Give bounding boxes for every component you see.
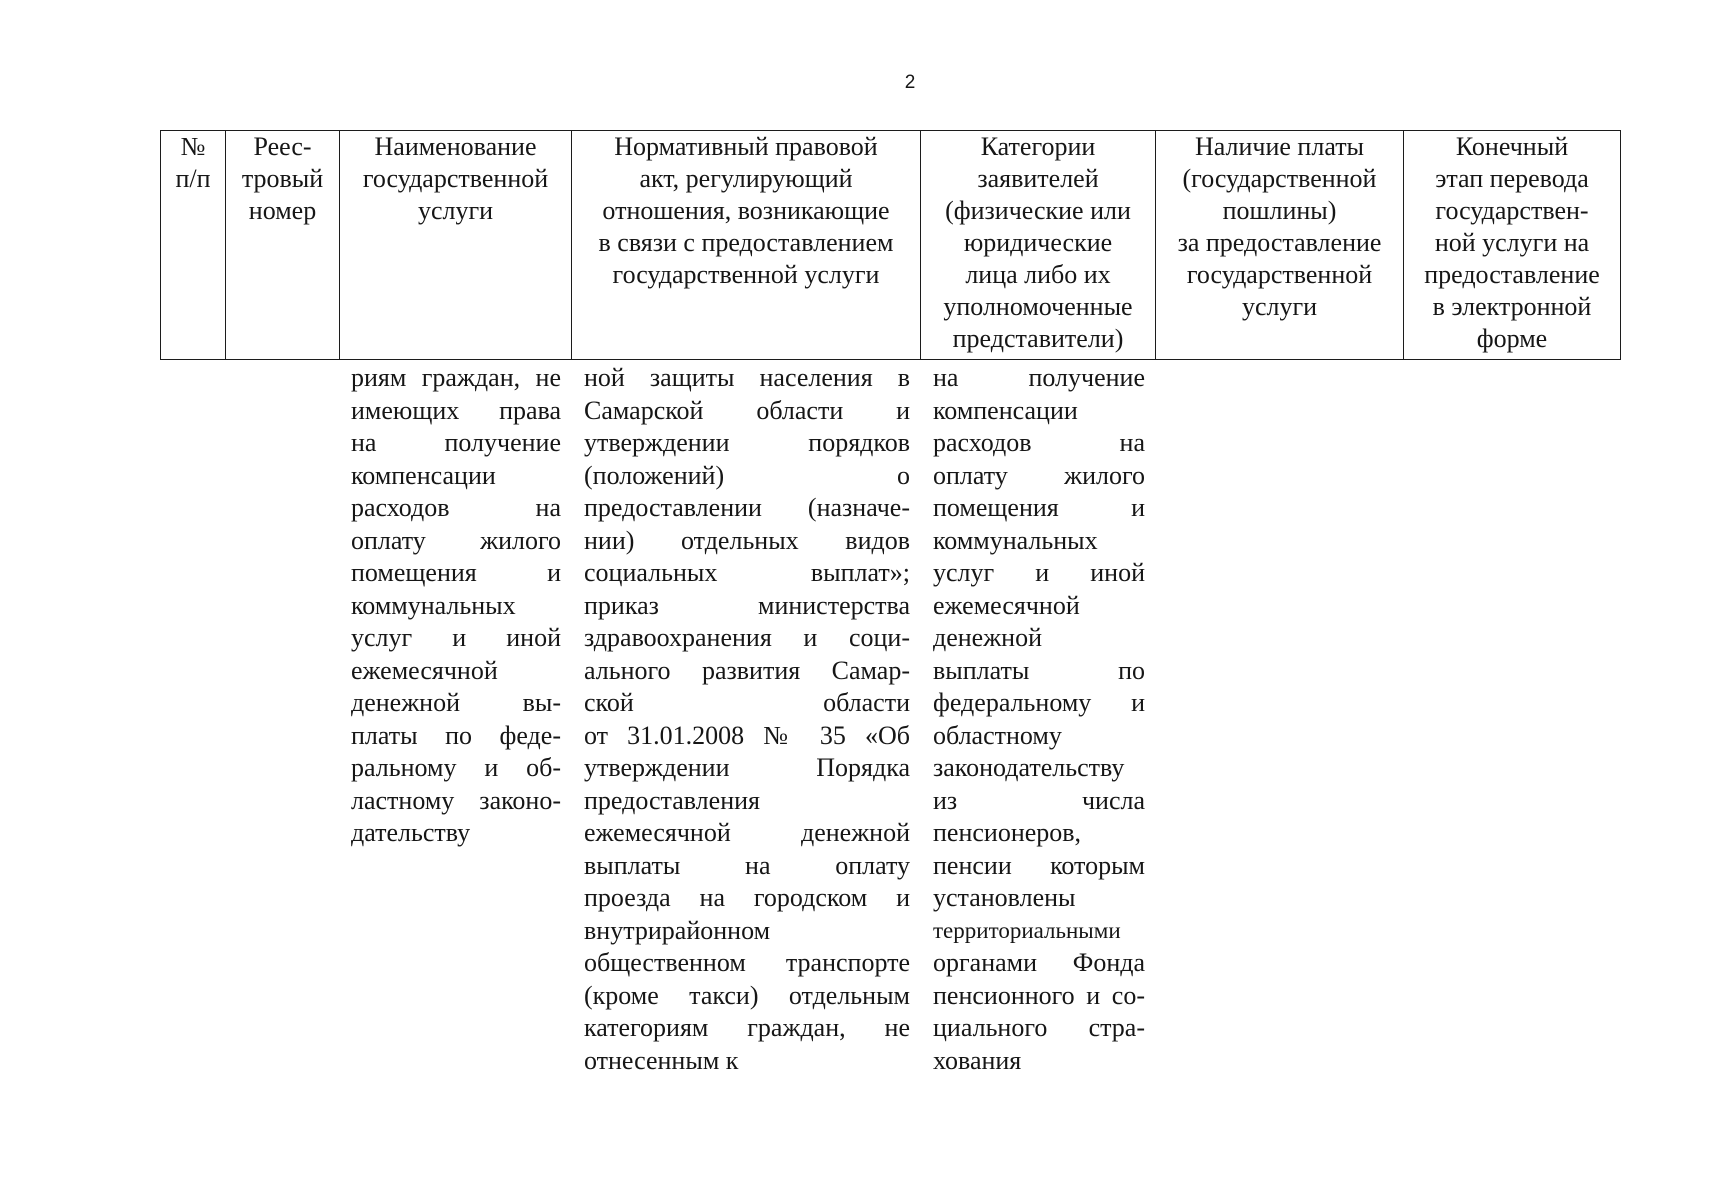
header-line: заявителей — [977, 164, 1099, 193]
text-line: пенсионного и со- — [933, 980, 1145, 1010]
text-line: утверждении Порядка — [584, 753, 910, 782]
header-line: лица либо их — [965, 260, 1111, 289]
text-line: помещения и — [933, 493, 1145, 522]
text-line: услуг и иной — [933, 558, 1145, 587]
text-line: риям граждан, не — [351, 363, 561, 392]
text-line: оплату жилого — [351, 525, 561, 555]
header-line: акт, регулирующий — [639, 164, 853, 193]
text-line: установлены — [933, 883, 1076, 912]
header-line: Наименование — [374, 132, 537, 161]
text-line: ральному и об- — [351, 753, 561, 782]
text-line: общественном транспорте — [584, 948, 910, 977]
text-line: услуг и иной — [351, 623, 561, 652]
header-cell-legal-act — [572, 131, 921, 360]
header-line: в связи с предоставлением — [598, 228, 894, 257]
header-cell-electronic-stage — [1404, 131, 1621, 360]
text-line: из числа — [933, 785, 1145, 815]
text-line: органами Фонда — [933, 948, 1145, 977]
header-line: в электронной — [1432, 292, 1592, 321]
legal-act-text — [584, 362, 910, 1077]
text-line: федеральному и — [933, 688, 1145, 717]
header-line: № — [180, 132, 206, 161]
header-cell-applicant-categories — [921, 131, 1156, 360]
text-line: ежемесячной денежной — [584, 818, 910, 847]
text-line: ной защиты населения в — [584, 363, 910, 392]
header-line: государственной — [1186, 260, 1373, 289]
text-line: ской области — [584, 688, 910, 717]
header-cell-registry-number — [226, 131, 340, 360]
header-line: Конечный — [1455, 132, 1569, 161]
header-line: тровый — [241, 164, 324, 193]
text-line: пенсии которым — [933, 850, 1145, 880]
text-line: на получение — [933, 363, 1145, 392]
text-line: социальных выплат»; — [584, 558, 910, 587]
header-line: представители) — [952, 324, 1124, 353]
text-line: территориальными — [933, 917, 1121, 943]
header-line: государствен- — [1435, 196, 1589, 225]
page-number: 2 — [904, 72, 916, 93]
header-line: отношения, возникающие — [602, 196, 890, 225]
header-cell-fee — [1156, 131, 1404, 360]
text-line: денежной вы- — [351, 688, 561, 717]
text-line: платы по феде- — [351, 720, 561, 750]
text-line: от 31.01.2008 № 35 «Об — [584, 720, 910, 750]
header-line: Реес- — [253, 132, 312, 161]
applicant-categories-text — [933, 362, 1145, 1077]
text-line: областному — [933, 720, 1062, 750]
text-line: на получение — [351, 428, 561, 457]
text-line: коммунальных — [351, 590, 516, 620]
text-line: предоставлении (назначе- — [584, 493, 910, 522]
text-line: предоставления — [584, 785, 760, 815]
text-line: расходов на — [351, 493, 561, 522]
text-line: оплату жилого — [933, 460, 1145, 490]
header-line: государственной услуги — [612, 260, 880, 289]
text-line: циального стра- — [933, 1013, 1145, 1042]
text-line: ластному законо- — [351, 785, 561, 815]
text-line: утверждении порядков — [584, 428, 910, 457]
text-line: (положений) о — [584, 460, 910, 490]
text-line: внутрирайонном — [584, 915, 771, 945]
text-line: дательству — [351, 818, 471, 847]
header-line: этап перевода — [1435, 164, 1589, 193]
text-line: отнесенным к — [584, 1045, 739, 1075]
header-line: форме — [1476, 324, 1548, 353]
header-line: (физические или — [945, 196, 1131, 225]
header-line: услуги — [1241, 292, 1318, 321]
header-line: предоставление — [1424, 260, 1600, 289]
header-line: Нормативный правовой — [614, 132, 878, 161]
text-line: приказ министерства — [584, 590, 910, 620]
header-line: услуги — [417, 196, 494, 225]
text-line: здравоохранения и соци- — [584, 623, 910, 652]
text-line: проезда на городском и — [584, 883, 910, 912]
text-line: компенсации — [351, 460, 496, 490]
header-cell-service-name — [340, 131, 572, 360]
header-line: уполномоченные — [943, 292, 1133, 321]
text-line: выплаты по — [933, 655, 1145, 685]
header-line: пошлины) — [1222, 196, 1337, 225]
text-line: ежемесячной — [933, 590, 1080, 620]
text-line: хования — [933, 1045, 1022, 1075]
header-line: (государственной — [1182, 164, 1377, 193]
text-line: категориям граждан, не — [584, 1013, 910, 1042]
text-line: компенсации — [933, 395, 1078, 425]
text-line: нии) отдельных видов — [584, 525, 910, 555]
text-line: Самарской области и — [584, 395, 910, 425]
text-line: законодательству — [933, 753, 1125, 782]
header-line: п/п — [175, 164, 211, 193]
header-line: за предоставление — [1177, 228, 1382, 257]
header-cell-number — [161, 131, 226, 360]
text-line: коммунальных — [933, 525, 1098, 555]
header-line: Категории — [980, 132, 1096, 161]
text-line: (кроме такси) отдельным — [584, 980, 910, 1010]
service-name-text — [351, 362, 561, 850]
header-row — [161, 131, 1621, 360]
text-line: пенсионеров, — [933, 818, 1082, 847]
text-line: денежной — [933, 623, 1043, 652]
header-line: Наличие платы — [1194, 132, 1365, 161]
header-line: юридические — [963, 228, 1113, 257]
text-line: расходов на — [933, 428, 1145, 457]
table-header — [160, 130, 1621, 360]
header-line: ной услуги на — [1434, 228, 1590, 257]
header-line: государственной — [362, 164, 549, 193]
text-line: ежемесячной — [351, 655, 498, 685]
text-line: имеющих права — [351, 395, 561, 425]
text-line: ального развития Самар- — [584, 655, 910, 685]
text-line: выплаты на оплату — [584, 850, 910, 880]
text-line: помещения и — [351, 558, 561, 587]
header-line: номер — [248, 196, 317, 225]
